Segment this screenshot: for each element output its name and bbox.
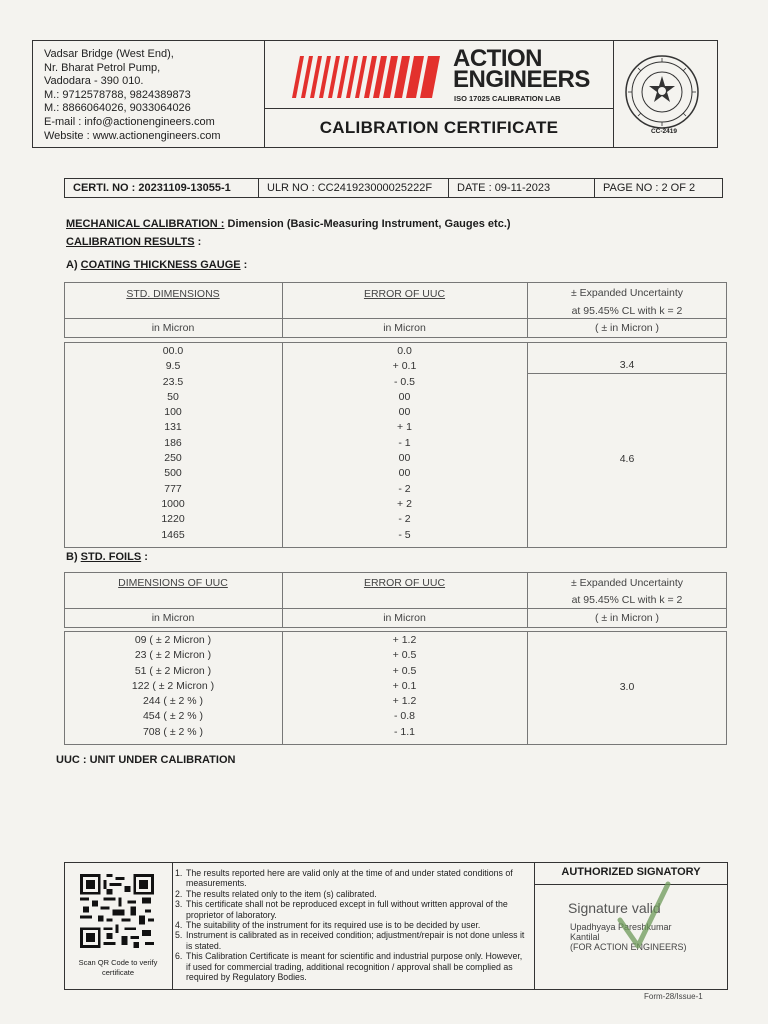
table-a-uncertainty-divider (527, 373, 727, 374)
table-a-title-suffix: : (240, 259, 248, 271)
note-number: 2. (175, 888, 183, 899)
uuc-note: UUC : UNIT UNDER CALIBRATION (56, 754, 236, 766)
table-a-error: 00 (398, 406, 411, 419)
signer-org: (FOR ACTION ENGINEERS) (570, 942, 687, 952)
title-divider (264, 108, 614, 109)
table-a-title: COATING THICKNESS GAUGE (80, 259, 241, 271)
certificate-number: CERTI. NO : 20231109-13055-1 (65, 179, 259, 197)
table-a-prefix: A) (66, 259, 81, 271)
table-b-heading (66, 551, 148, 563)
note-number: 5. (175, 930, 183, 941)
note-number: 3. (175, 899, 183, 910)
ulr-number: ULR NO : CC241923000025222F (259, 179, 449, 197)
table-b-error: - 0.8 (393, 710, 415, 723)
table-b-error: - 1.1 (393, 725, 415, 738)
table-a-col3-header-line1: ± Expanded Uncertainty (571, 287, 683, 299)
phone-line: M.: 8866064026, 9033064026 (44, 102, 191, 115)
email-line: E-mail : info@actionengineers.com (44, 115, 215, 128)
note-text: This certificate shall not be reproduced except in full without written approval of the proprietor of laboratory. (186, 899, 508, 920)
table-a-unit3: ( ± in Micron ) (594, 322, 660, 334)
table-b-col1-header: DIMENSIONS OF UUC (118, 577, 228, 589)
table-b-dimension: 23 ( ± 2 Micron ) (134, 649, 212, 662)
note-number: 1. (175, 868, 183, 878)
table-a-error: 00 (398, 467, 411, 480)
table-a-error: - 2 (398, 482, 411, 495)
note-text: Instrument is calibrated as in received condition; adjustment/repair is not done unless it is stated. (186, 930, 525, 951)
table-a-error: - 1 (398, 436, 411, 449)
note-text: The results related only to the item (s) calibrated. (186, 888, 377, 899)
mechanical-calibration-heading (66, 218, 511, 230)
form-number: Form-28/Issue-1 (644, 992, 703, 1001)
website-line: Website : www.actionengineers.com (44, 129, 221, 142)
table-a-heading (66, 259, 247, 271)
table-a-error: - 5 (398, 528, 411, 541)
note-number: 4. (175, 920, 183, 931)
table-a-dimension: 100 (164, 406, 182, 419)
results-label: CALIBRATION RESULTS (66, 236, 195, 248)
mechanical-label: MECHANICAL CALIBRATION : (66, 218, 225, 230)
table-b-dimension: 244 ( ± 2 % ) (142, 695, 204, 708)
table-a-dimension: 9.5 (165, 360, 181, 373)
note-item (175, 951, 529, 982)
table-a-dimension: 131 (164, 421, 182, 434)
table-a-dimension: 00.0 (162, 345, 184, 357)
table-a-dimensions-column (64, 344, 282, 543)
table-a-error: + 0.1 (392, 360, 417, 373)
table-b-col3-header-line2: at 95.45% CL with k = 2 (571, 594, 683, 606)
table-a-error: + 1 (397, 421, 412, 434)
table-b-error: + 0.1 (392, 679, 417, 692)
footer-divider (534, 862, 535, 990)
address-line: Vadsar Bridge (West End), (44, 48, 174, 60)
note-item (175, 868, 529, 889)
note-number: 6. (175, 951, 183, 962)
table-b-dimension: 122 ( ± 2 Micron ) (131, 679, 215, 692)
table-b-error: + 1.2 (392, 695, 417, 708)
note-item (175, 889, 529, 899)
table-b-prefix: B) (66, 551, 81, 563)
table-b-error: + 0.5 (392, 664, 417, 677)
table-b-uncertainty: 3.0 (619, 681, 635, 693)
table-a-error: 00 (398, 452, 411, 465)
table-b-error: + 1.2 (392, 634, 417, 646)
table-b-dimension: 454 ( ± 2 % ) (142, 710, 204, 723)
brand-name-line1: ACTION (453, 45, 542, 72)
results-colon: : (194, 236, 202, 248)
signature-valid-text: Signature valid (568, 900, 661, 916)
terms-notes (175, 868, 529, 982)
table-a-dimension: 1000 (161, 497, 185, 510)
table-a-unit1: in Micron (151, 322, 195, 334)
table-a-error: - 0.5 (393, 375, 415, 388)
table-a-error: 00 (398, 390, 411, 403)
table-a-dimension: 500 (164, 467, 182, 480)
lab-address (44, 48, 264, 143)
certificate-date: DATE : 09-11-2023 (449, 179, 595, 197)
table-a-error: + 2 (397, 497, 412, 510)
table-a-col1-header: STD. DIMENSIONS (126, 288, 220, 300)
table-a-uncertainty-1: 3.4 (619, 359, 635, 371)
table-b-dimension: 708 ( ± 2 % ) (142, 725, 204, 738)
brand-name-line2: ENGINEERS (453, 66, 590, 93)
table-b-dimension: 09 ( ± 2 Micron ) (134, 634, 212, 646)
table-a-dimension: 1220 (161, 513, 185, 526)
table-b-title: STD. FOILS (80, 551, 142, 563)
table-a-errors-column (282, 344, 527, 543)
note-item (175, 899, 529, 920)
note-text: The results reported here are valid only at the time of and under stated conditions of measurements. (186, 868, 513, 889)
phone-line: M.: 9712578788, 9824389873 (44, 88, 191, 101)
table-a-header-divider (64, 318, 727, 319)
note-text: The suitability of the instrument for its required use is to be decided by user. (186, 920, 481, 931)
qr-caption: Scan QR Code to verify certificate (78, 958, 158, 977)
table-a-dimension: 186 (164, 436, 182, 449)
qr-code-icon[interactable] (80, 874, 154, 948)
table-b-col2-header: ERROR OF UUC (363, 577, 446, 589)
iso-lab-tagline: ISO 17025 CALIBRATION LAB (454, 94, 561, 103)
certificate-info-row (64, 178, 723, 198)
table-b-col3-header-line1: ± Expanded Uncertainty (571, 577, 683, 589)
table-a-dimension: 50 (167, 390, 179, 403)
table-a-error: - 2 (398, 513, 411, 526)
address-line: Vadodara - 390 010. (44, 75, 144, 88)
authorized-signatory-label: AUTHORIZED SIGNATORY (561, 866, 701, 878)
table-a-error: 0.0 (397, 345, 412, 357)
note-item (175, 920, 529, 930)
signer-name-cont: Kantilal (570, 932, 600, 942)
table-a-dimension: 250 (164, 452, 182, 465)
mechanical-description: Dimension (Basic-Measuring Instrument, Gauges etc.) (227, 218, 511, 230)
checkmark-icon (616, 880, 672, 952)
table-a-dimension: 1465 (161, 528, 185, 541)
table-b-errors-column (282, 633, 527, 740)
table-a-col3-header-line2: at 95.45% CL with k = 2 (571, 305, 683, 317)
signer-name: Upadhyaya Pareshkumar (570, 922, 672, 932)
table-b-dimension: 51 ( ± 2 Micron ) (134, 664, 212, 677)
footer-divider (172, 862, 173, 990)
calibration-results-heading (66, 236, 201, 248)
table-a-col2-header: ERROR OF UUC (363, 288, 446, 300)
table-b-title-suffix: : (141, 551, 148, 563)
page-number: PAGE NO : 2 OF 2 (603, 182, 696, 194)
table-b-unit2: in Micron (383, 612, 426, 624)
table-a-dimension: 23.5 (162, 375, 184, 388)
table-b-header-divider (64, 608, 727, 609)
accreditation-seal-icon (624, 54, 700, 130)
table-a-unit2: in Micron (383, 322, 426, 334)
address-line: Nr. Bharat Petrol Pump, (44, 61, 161, 74)
table-a-uncertainty-2: 4.6 (619, 453, 635, 465)
table-b-unit1: in Micron (151, 612, 195, 624)
table-b-error: + 0.5 (392, 649, 417, 662)
note-text: This Calibration Certificate is meant for scientific and industrial purpose only. However, if used for commercial trading, additional recognition / approval shall be complied as required by Regulatory Bodies. (186, 951, 523, 983)
brand-stripes-logo (284, 56, 440, 98)
table-b-unit3: ( ± in Micron ) (594, 612, 660, 624)
note-item (175, 930, 529, 951)
table-b-dimensions-column (64, 633, 282, 740)
document-title: CALIBRATION CERTIFICATE (319, 118, 559, 137)
accreditation-code: CC-2419 (650, 128, 677, 135)
table-a-dimension: 777 (164, 482, 182, 495)
